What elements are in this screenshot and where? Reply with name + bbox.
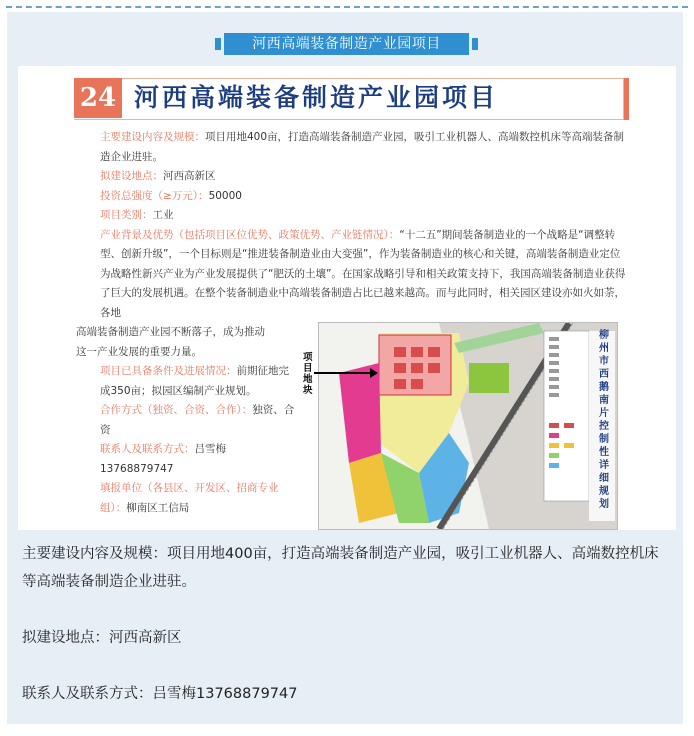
category-value: 工业 (152, 209, 174, 221)
top-dashed-divider (6, 6, 688, 8)
content-value: 项目用地400亩，打造高端装备制造产业园，吸引工业机器人、高端数控机床等高端装备制造企业进驻。 (100, 131, 625, 163)
summary-location: 拟建设地点：河西高新区 (22, 630, 182, 646)
coop-label: 合作方式（独资、合资、合作）： (100, 404, 253, 416)
investment-value: 50000 (208, 189, 242, 202)
site-arrow (314, 372, 372, 374)
project-number: 24 (74, 78, 122, 118)
reporter-value: 柳南区工信局 (126, 501, 190, 514)
background-label: 产业背景及优势（包括项目区位优势、政策优势、产业链情况）： (100, 228, 400, 241)
category-label: 项目类别： (100, 209, 153, 221)
planning-map-image (318, 322, 618, 530)
progress-label: 项目已具备条件及进展情况： (100, 365, 237, 377)
title-bar-accent (624, 78, 629, 120)
summary-text (22, 540, 672, 736)
coop-value: 独资、合资 (100, 404, 295, 436)
planning-map-graphic (319, 323, 617, 529)
background-value: “十二五”期间装备制造业的一个战略是“调整转型、创新升级”，一个目标则是“推进装备制造业由大变强”，作为装备制造业的核心和关键，高端装备制造业定位为战略性新兴产业为产业发展提供了“肥沃的土壤”。在国家战略引导和相关政策支持下，我国高端装备制造业获得了巨大的发展机遇。在整个装备制造业中高端装备制造占比已越来越高。而与此同时，相关园区建设亦如火如荼，各地 (100, 228, 626, 319)
map-title: 柳州市西鹅南片控制性详细规划 (599, 330, 609, 510)
project-card (18, 66, 676, 530)
summary-content: 主要建设内容及规模：项目用地400亩，打造高端装备制造产业园，吸引工业机器人、高端数控机床等高端装备制造企业进驻。 (22, 546, 659, 590)
project-site-label: 项目地块 (303, 352, 313, 396)
background-value-2: 高端装备制造产业园不断落子，成为推动 (76, 326, 265, 338)
investment-label: 投资总强度（≥万元）： (100, 189, 209, 202)
progress-value: 前期征地完成350亩；拟园区编制产业规划。 (100, 365, 289, 397)
background-value-3: 这一产业发展的重要力量。 (76, 345, 202, 358)
location-label: 拟建设地点： (100, 170, 163, 182)
content-label: 主要建设内容及规模： (100, 131, 205, 143)
contact-label: 联系人及联系方式： (100, 443, 195, 455)
location-value: 河西高新区 (163, 170, 216, 182)
reporter-label: 填报单位（各县区、开发区、招商专业组）： (100, 482, 279, 514)
project-title: 河西高端装备制造产业园项目 (134, 83, 499, 112)
section-header-tag: 河西高端装备制造产业园项目 (224, 33, 469, 55)
summary-contact: 联系人及联系方式：吕雪梅13768879747 (22, 686, 298, 702)
contact-value: 吕雪梅13768879747 (100, 443, 226, 475)
